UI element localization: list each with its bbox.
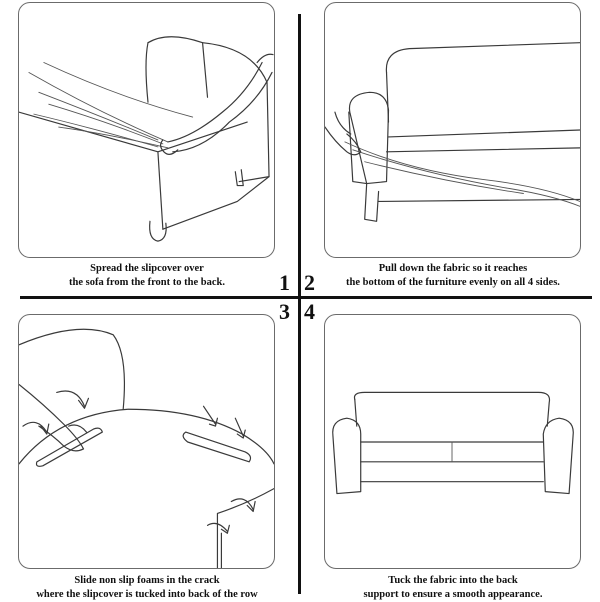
step-3-caption bbox=[2, 574, 292, 602]
step-2-caption-line1: Pull down the fabric so it reaches bbox=[378, 263, 528, 274]
vertical-divider bbox=[298, 14, 301, 594]
step-1-illustration bbox=[18, 2, 275, 258]
step-1-number: 1 bbox=[279, 270, 290, 295]
step-4-number: 4 bbox=[304, 299, 315, 324]
step-1-caption-line1: Spread the slipcover over bbox=[90, 263, 204, 274]
step-2-caption-line2: the bottom of the furniture evenly on all 4 sides. bbox=[346, 277, 560, 288]
step-1-caption bbox=[2, 262, 292, 290]
step-4-caption-line1: Tuck the fabric into the back bbox=[388, 575, 518, 586]
sofa-spread-drawing bbox=[19, 3, 274, 257]
step-3-illustration bbox=[18, 314, 275, 569]
step-4-illustration bbox=[324, 314, 581, 569]
foam-insert-drawing bbox=[19, 315, 274, 568]
step-1-caption-line2: the sofa from the front to the back. bbox=[69, 277, 225, 288]
step-3-caption-line1: Slide non slip foams in the crack bbox=[74, 575, 220, 586]
step-3-caption-line2: where the slipcover is tucked into back of the row bbox=[36, 589, 258, 600]
step-2-number: 2 bbox=[304, 270, 315, 295]
step-2-caption bbox=[308, 262, 598, 290]
step-4-caption bbox=[308, 574, 598, 602]
step-4-caption-line2: support to ensure a smooth appearance. bbox=[363, 589, 543, 600]
finished-sofa-drawing bbox=[325, 315, 580, 568]
sofa-pull-down-drawing bbox=[325, 3, 580, 257]
step-3-number: 3 bbox=[279, 299, 290, 324]
step-2-illustration bbox=[324, 2, 581, 258]
